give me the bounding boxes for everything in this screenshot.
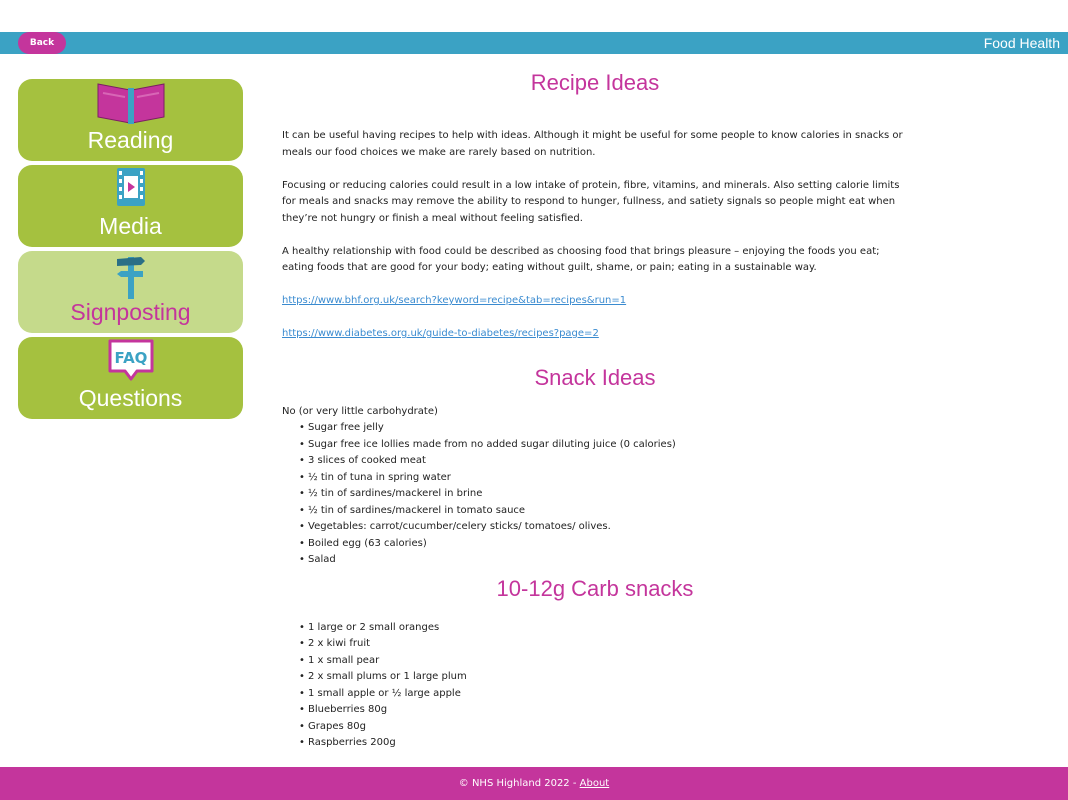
svg-text:FAQ: FAQ [114, 349, 147, 367]
main-content [282, 70, 908, 752]
carb-list [282, 620, 908, 752]
nav-label-reading: Reading [87, 127, 174, 153]
nav-label-questions: Questions [78, 385, 183, 411]
nav-item-reading[interactable] [18, 79, 243, 161]
back-button[interactable]: Back [18, 32, 66, 54]
list-item: • 1 x small pear [308, 653, 908, 670]
recipe-heading: Recipe Ideas [530, 70, 660, 95]
app-title: Food Health [983, 35, 1060, 51]
nav-item-media[interactable] [18, 165, 243, 247]
book-icon [97, 81, 165, 129]
diabetes-recipes-link[interactable]: https://www.diabetes.org.uk/guide-to-diabetes/recipes?page=2 [282, 328, 599, 339]
diabetes-link-para [282, 326, 908, 343]
list-item: • Sugar free ice lollies made from no added sugar diluting juice (0 calories) [308, 437, 908, 454]
bhf-link-para [282, 293, 908, 310]
about-link[interactable]: About [579, 778, 610, 789]
list-item: • Grapes 80g [308, 719, 908, 736]
snack-heading: Snack Ideas [534, 364, 656, 390]
list-item: • 1 large or 2 small oranges [308, 620, 908, 637]
copyright-text: © NHS Highland 2022 - [458, 778, 580, 789]
faq-icon [107, 339, 155, 385]
snack-intro: No (or very little carbohydrate) [282, 405, 438, 417]
recipe-paragraph: Focusing or reducing calories could result in a low intake of protein, fibre, vitamins, and minerals. Also setting calorie limits for meals and snacks may remove the ability to respond to hunger, fullness, and satiety signals so people might eat when they’re not hungry or finish a meal without feeling satisfied. [282, 179, 900, 224]
nav-item-signposting[interactable] [18, 251, 243, 333]
list-item: • 1 small apple or ½ large apple [308, 686, 908, 703]
carb-heading: 10-12g Carb snacks [496, 575, 694, 601]
sidebar-nav [18, 79, 243, 423]
top-bar [0, 32, 1068, 54]
recipe-paragraph: It can be useful having recipes to help with ideas. Although it might be useful for some people to know calories in snacks or meals our food choices we make are rarely based on nutrition. [282, 130, 903, 158]
list-item: • Boiled egg (63 calories) [308, 536, 908, 553]
list-item: • 2 x kiwi fruit [308, 636, 908, 653]
recipe-paragraph: A healthy relationship with food could be described as choosing food that brings pleasure – enjoying the foods you eat; eating foods that are good for your body; eating without guilt, shame, or pain; eating in a sustainable way. [282, 245, 880, 273]
list-item: • Salad [308, 552, 908, 569]
bhf-recipes-link[interactable]: https://www.bhf.org.uk/search?keyword=recipe&tab=recipes&run=1 [282, 295, 627, 306]
list-item: • 2 x small plums or 1 large plum [308, 669, 908, 686]
video-icon [116, 167, 146, 211]
nav-item-questions[interactable] [18, 337, 243, 419]
list-item: • Sugar free jelly [308, 420, 908, 437]
list-item: • Vegetables: carrot/cucumber/celery sticks/ tomatoes/ olives. [308, 519, 908, 536]
list-item: • 3 slices of cooked meat [308, 453, 908, 470]
nav-label-signposting: Signposting [70, 299, 191, 325]
list-item: • ½ tin of tuna in spring water [308, 470, 908, 487]
list-item: • Blueberries 80g [308, 702, 908, 719]
footer [0, 767, 1068, 800]
snack-list [282, 420, 908, 569]
signpost-icon [111, 253, 151, 303]
list-item: • ½ tin of sardines/mackerel in brine [308, 486, 908, 503]
nav-label-media: Media [99, 213, 162, 239]
list-item: • Raspberries 200g [308, 735, 908, 752]
list-item: • ½ tin of sardines/mackerel in tomato sauce [308, 503, 908, 520]
